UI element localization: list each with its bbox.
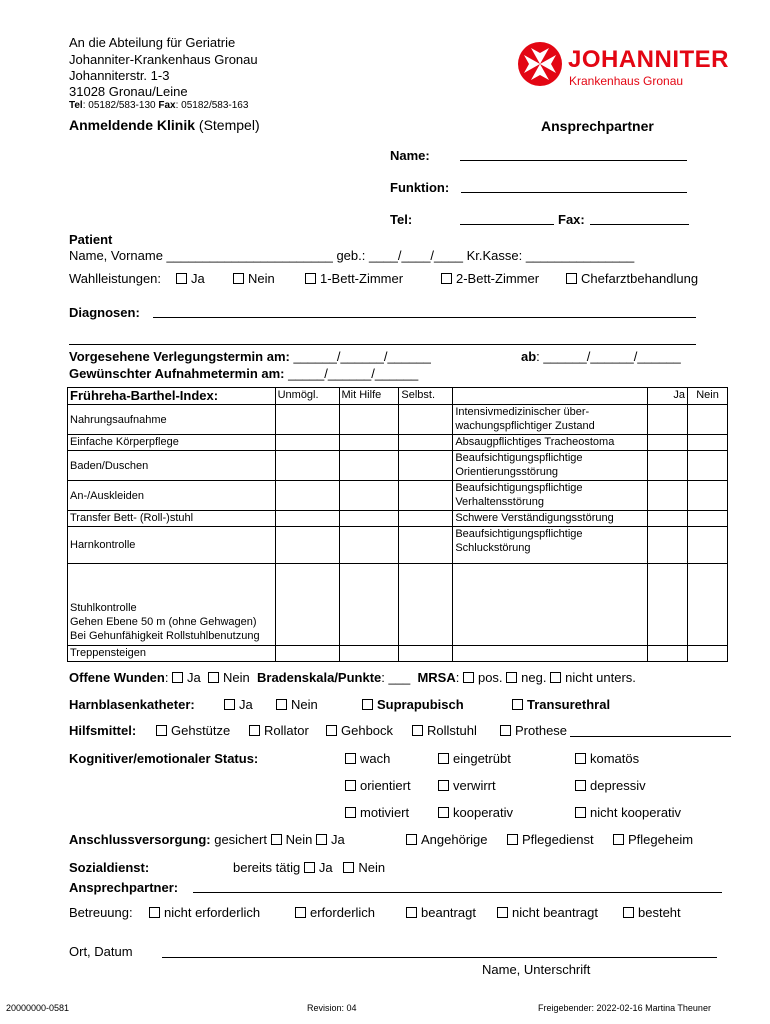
cell-hilfe[interactable] xyxy=(339,511,399,527)
checkbox-icon xyxy=(156,725,167,736)
contact-function-field[interactable] xyxy=(461,192,687,193)
cell-hilfe[interactable] xyxy=(339,564,399,646)
checkbox-icon xyxy=(550,672,561,683)
contact-name-field[interactable] xyxy=(460,160,687,161)
cell-selbst[interactable] xyxy=(399,435,453,451)
cell-nein[interactable] xyxy=(688,646,728,662)
cell-hilfe[interactable] xyxy=(339,405,399,435)
wunden-row: Offene Wunden: Ja Nein Bradenskala/Punkte: ___ MRSA: pos. neg. nicht unters. xyxy=(69,670,636,685)
hilfsmittel-item-label: Gehbock xyxy=(341,723,394,738)
contact-fax-field[interactable] xyxy=(590,224,689,225)
betreuung-item-label: beantragt xyxy=(421,905,476,920)
address-tel-fax xyxy=(69,100,248,111)
col-selbst: Selbst. xyxy=(399,388,453,405)
maltese-cross-icon xyxy=(517,41,563,87)
contact-tel-label: Tel: xyxy=(390,212,413,227)
cell-nein[interactable] xyxy=(688,481,728,511)
hilfsmittel-label: Hilfsmittel: xyxy=(69,723,137,738)
sozial-ansprech-field[interactable] xyxy=(193,892,722,893)
wahl-nein-checkbox[interactable] xyxy=(233,271,275,286)
logo-subtitle: Krankenhaus Gronau xyxy=(569,74,684,88)
address-line2: Johanniter-Krankenhaus Gronau xyxy=(69,52,258,67)
kognitiv-kooperativ[interactable] xyxy=(438,805,513,820)
cell-selbst[interactable] xyxy=(399,646,453,662)
cell-unmoegl[interactable] xyxy=(275,511,339,527)
cell-hilfe[interactable] xyxy=(339,481,399,511)
betreuung-erforderlich[interactable] xyxy=(295,905,375,920)
verlegung-ab xyxy=(521,349,681,364)
checkbox-icon xyxy=(345,807,356,818)
cell-hilfe[interactable] xyxy=(339,527,399,564)
checkbox-icon xyxy=(412,725,423,736)
barthel-title: Frühreha-Barthel-Index: xyxy=(68,388,276,405)
barthel-item: Treppensteigen xyxy=(68,646,276,662)
barthel-item: Gehen Ebene 50 m (ohne Gehwagen) xyxy=(70,616,257,628)
checkbox-icon xyxy=(295,907,306,918)
cell-selbst[interactable] xyxy=(399,564,453,646)
betreuung-besteht[interactable] xyxy=(623,905,681,920)
checkbox-icon xyxy=(345,780,356,791)
cell-unmoegl[interactable] xyxy=(275,435,339,451)
sozial-ansprech-label: Ansprechpartner: xyxy=(69,880,179,895)
checkbox-icon xyxy=(406,834,417,845)
barthel-item: Baden/Duschen xyxy=(68,451,276,481)
wahl-ja-label: Ja xyxy=(191,271,205,286)
betreuung-item-label: erforderlich xyxy=(310,905,376,920)
supra-checkbox[interactable] xyxy=(362,697,464,712)
barthel-item: Bei Gehunfähigkeit Rollstuhlbenutzung xyxy=(70,630,260,642)
kognitiv-item-label: orientiert xyxy=(360,778,411,793)
verlegung-row xyxy=(69,349,431,364)
cell-ja[interactable] xyxy=(648,511,688,527)
checkbox-icon xyxy=(575,807,586,818)
wunden-nein-label: Nein xyxy=(223,670,250,685)
barthel-item: Nahrungsaufnahme xyxy=(68,405,276,435)
cell-ja[interactable] xyxy=(648,405,688,435)
checkbox-icon xyxy=(305,273,316,284)
wunden-ja-label: Ja xyxy=(187,670,201,685)
trans-checkbox[interactable] xyxy=(512,697,610,712)
cell-ja[interactable] xyxy=(648,435,688,451)
checkbox-icon xyxy=(208,672,219,683)
contact-tel-field[interactable] xyxy=(460,224,554,225)
cell-unmoegl[interactable] xyxy=(275,481,339,511)
condition-item: Beaufsichtigungspflichtige Orientierungsstörung xyxy=(453,451,648,481)
checkbox-icon xyxy=(343,862,354,873)
cell-ja[interactable] xyxy=(648,451,688,481)
cell-ja[interactable] xyxy=(648,646,688,662)
betreuung-nicht-erforderlich[interactable] xyxy=(149,905,260,920)
table-header-row xyxy=(68,388,728,405)
hilfsmittel-item-label: Rollstuhl xyxy=(427,723,477,738)
johanniter-logo xyxy=(517,41,563,92)
anschluss-row xyxy=(69,832,345,847)
ort-datum-label: Ort, Datum xyxy=(69,944,133,959)
betreuung-item-label: nicht beantragt xyxy=(512,905,599,920)
kognitiv-item-label: eingetrübt xyxy=(453,751,511,766)
checkbox-icon xyxy=(406,907,417,918)
checkbox-icon xyxy=(345,753,356,764)
hilfsmittel-gehstuetze[interactable] xyxy=(156,723,230,738)
checkbox-icon xyxy=(497,907,508,918)
checkbox-icon xyxy=(512,699,523,710)
verlegung-label: Vorgesehene Verlegungstermin am: xyxy=(69,349,290,364)
braden-label: Bradenskala/Punkte xyxy=(257,670,382,685)
condition-item: Beaufsichtigungspflichtige Schluckstörung xyxy=(453,527,648,564)
betreuung-item-label: besteht xyxy=(638,905,681,920)
cell-nein[interactable] xyxy=(688,511,728,527)
cell-unmoegl[interactable] xyxy=(275,405,339,435)
table-row xyxy=(68,451,728,481)
kognitiv-label: Kognitiver/emotionaler Status: xyxy=(69,751,259,766)
barthel-item: Einfache Körperpflege xyxy=(68,435,276,451)
wahl-nein-label: Nein xyxy=(248,271,275,286)
anschluss-pflegeheim-checkbox[interactable] xyxy=(613,832,693,847)
condition-item: Schwere Verständigungsstörung xyxy=(453,511,648,527)
cell-unmoegl[interactable] xyxy=(275,451,339,481)
mrsa-neg-label: neg. xyxy=(521,670,547,685)
wahl-chefarzt-label: Chefarztbehandlung xyxy=(581,271,699,286)
hilfsmittel-prothese[interactable] xyxy=(500,723,567,738)
barthel-item: Stuhlkontrolle xyxy=(70,602,137,614)
trans-label: Transurethral xyxy=(527,697,611,712)
kognitiv-wach[interactable] xyxy=(345,751,390,766)
signature-name-label: Name, Unterschrift xyxy=(482,962,591,977)
tel-value: : 05182/583-130 xyxy=(82,100,156,111)
cell-selbst[interactable] xyxy=(399,451,453,481)
betreuung-item-label: nicht erforderlich xyxy=(164,905,261,920)
checkbox-icon xyxy=(575,753,586,764)
cell-selbst[interactable] xyxy=(399,481,453,511)
clinic-heading xyxy=(69,117,260,133)
cell-nein[interactable] xyxy=(688,527,728,564)
cell-selbst[interactable] xyxy=(399,511,453,527)
checkbox-icon xyxy=(506,672,517,683)
kognitiv-item-label: kooperativ xyxy=(453,805,513,820)
checkbox-icon xyxy=(326,725,337,736)
mrsa-label: MRSA xyxy=(417,670,456,685)
cell-ja[interactable] xyxy=(648,481,688,511)
cell-selbst[interactable] xyxy=(399,527,453,564)
barthel-items-group xyxy=(68,564,276,646)
table-row xyxy=(68,511,728,527)
kognitiv-nicht-kooperativ[interactable] xyxy=(575,805,681,820)
footer-freigabe: Freigebender: 2022-02-16 Martina Theuner xyxy=(538,1003,711,1013)
harnblase-nein-checkbox[interactable] xyxy=(276,697,318,712)
betreuung-beantragt[interactable] xyxy=(406,905,476,920)
contact-title: Ansprechpartner xyxy=(541,118,654,134)
wunden-nein-checkbox[interactable] xyxy=(208,670,250,685)
condition-empty xyxy=(453,646,648,662)
footer-revision: Revision: 04 xyxy=(307,1003,357,1013)
patient-name-line[interactable]: Name, Vorname _______________________ geb.: ____/____/____ Kr.Kasse: _______________ xyxy=(69,248,635,263)
betreuung-label: Betreuung: xyxy=(69,905,133,920)
col-condition xyxy=(453,388,648,405)
checkbox-icon xyxy=(463,672,474,683)
fax-value: : 05182/583-163 xyxy=(175,100,249,111)
address-line1: An die Abteilung für Geriatrie xyxy=(69,35,236,50)
hilfsmittel-item-label: Rollator xyxy=(264,723,309,738)
wunsch-label: Gewünschter Aufnahmetermin am: xyxy=(69,366,285,381)
ab-label: ab xyxy=(521,349,537,364)
cell-hilfe[interactable] xyxy=(339,435,399,451)
cell-nein[interactable] xyxy=(688,435,728,451)
table-row xyxy=(68,435,728,451)
diagnosen-field-2[interactable] xyxy=(69,344,696,345)
checkbox-icon xyxy=(500,725,511,736)
mrsa-pos-checkbox[interactable] xyxy=(463,670,503,685)
table-row-group xyxy=(68,564,728,646)
checkbox-icon xyxy=(271,834,282,845)
anschluss-label: Anschlussversorgung: xyxy=(69,832,211,847)
col-hilfe: Mit Hilfe xyxy=(339,388,399,405)
wunsch-date[interactable]: _____/______/______ xyxy=(288,366,419,381)
wunden-ja-checkbox[interactable] xyxy=(172,670,201,685)
harnblase-label: Harnblasenkatheter: xyxy=(69,697,195,712)
prothese-field[interactable] xyxy=(570,736,731,737)
ab-date[interactable]: : ______/______/______ xyxy=(536,349,681,364)
barthel-item: An-/Auskleiden xyxy=(68,481,276,511)
kognitiv-eingetruebt[interactable] xyxy=(438,751,511,766)
kognitiv-item-label: depressiv xyxy=(590,778,646,793)
anschluss-pflegedienst-label: Pflegedienst xyxy=(522,832,594,847)
cell-nein[interactable] xyxy=(688,451,728,481)
checkbox-icon xyxy=(438,780,449,791)
verlegung-date[interactable]: ______/______/______ xyxy=(293,349,431,364)
diagnosen-field-1[interactable] xyxy=(153,317,696,318)
checkbox-icon xyxy=(362,699,373,710)
anschluss-nein-checkbox[interactable] xyxy=(271,832,313,847)
kognitiv-item-label: nicht kooperativ xyxy=(590,805,682,820)
mrsa-nicht-label: nicht unters. xyxy=(565,670,636,685)
cell-ja[interactable] xyxy=(648,527,688,564)
wahl-2bett-label: 2-Bett-Zimmer xyxy=(456,271,540,286)
checkbox-icon xyxy=(304,862,315,873)
logo-brand: JOHANNITER xyxy=(568,46,730,73)
sozial-ja-checkbox[interactable] xyxy=(304,860,333,875)
mrsa-nicht-checkbox[interactable] xyxy=(550,670,636,685)
kognitiv-item-label: komatös xyxy=(590,751,640,766)
anschluss-nein-label: Nein xyxy=(285,832,313,847)
contact-name-label: Name: xyxy=(390,148,430,163)
cell-hilfe[interactable] xyxy=(339,451,399,481)
wunsch-row xyxy=(69,366,418,381)
kognitiv-item-label: motiviert xyxy=(360,805,410,820)
table-row xyxy=(68,646,728,662)
betreuung-nicht-beantragt[interactable] xyxy=(497,905,598,920)
barthel-table xyxy=(67,387,728,662)
checkbox-icon xyxy=(276,699,287,710)
checkbox-icon xyxy=(623,907,634,918)
anschluss-pflegedienst-checkbox[interactable] xyxy=(507,832,594,847)
footer-id: 20000000-0581 xyxy=(6,1003,70,1013)
cell-unmoegl[interactable] xyxy=(275,527,339,564)
cell-nein[interactable] xyxy=(688,405,728,435)
checkbox-icon xyxy=(575,780,586,791)
hilfsmittel-gehbock[interactable] xyxy=(326,723,393,738)
checkbox-icon xyxy=(249,725,260,736)
kognitiv-komatoes[interactable] xyxy=(575,751,639,766)
condition-empty xyxy=(453,564,648,646)
anschluss-pflegeheim-label: Pflegeheim xyxy=(628,832,694,847)
cell-unmoegl[interactable] xyxy=(275,646,339,662)
wahlleistungen-label: Wahlleistungen: xyxy=(69,271,162,286)
sozial-nein-label: Nein xyxy=(358,860,386,875)
barthel-item: Harnkontrolle xyxy=(68,527,276,564)
checkbox-icon xyxy=(149,907,160,918)
condition-item: Beaufsichtigungspflichtige Verhaltensstörung xyxy=(453,481,648,511)
sozial-row xyxy=(233,860,385,875)
checkbox-icon xyxy=(507,834,518,845)
checkbox-icon xyxy=(233,273,244,284)
checkbox-icon xyxy=(566,273,577,284)
sozial-taetig: bereits tätig xyxy=(233,860,301,875)
patient-title: Patient xyxy=(69,232,113,247)
anschluss-angehoerige-label: Angehörige xyxy=(421,832,488,847)
address-line3: Johanniterstr. 1-3 xyxy=(69,68,170,83)
table-row xyxy=(68,481,728,511)
wunden-label: Offene Wunden xyxy=(69,670,165,685)
kognitiv-motiviert[interactable] xyxy=(345,805,409,820)
mrsa-neg-checkbox[interactable] xyxy=(506,670,546,685)
harnblase-ja-label: Ja xyxy=(239,697,253,712)
anschluss-gesichert: gesichert xyxy=(214,832,267,847)
wahl-1bett-label: 1-Bett-Zimmer xyxy=(320,271,404,286)
checkbox-icon xyxy=(316,834,327,845)
checkbox-icon xyxy=(441,273,452,284)
address-line4: 31028 Gronau/Leine xyxy=(69,84,188,99)
hilfsmittel-rollator[interactable] xyxy=(249,723,309,738)
hilfsmittel-item-label: Prothese xyxy=(515,723,568,738)
anschluss-angehoerige-checkbox[interactable] xyxy=(406,832,488,847)
harnblase-nein-label: Nein xyxy=(291,697,318,712)
braden-field[interactable]: ___ xyxy=(388,670,411,685)
contact-function-label: Funktion: xyxy=(390,180,450,195)
cell-hilfe[interactable] xyxy=(339,646,399,662)
cell-nein[interactable] xyxy=(688,564,728,646)
table-row xyxy=(68,527,728,564)
kognitiv-orientiert[interactable] xyxy=(345,778,411,793)
barthel-item: Transfer Bett- (Roll-)stuhl xyxy=(68,511,276,527)
checkbox-icon xyxy=(176,273,187,284)
table-row xyxy=(68,405,728,435)
col-unmoegl: Unmögl. xyxy=(275,388,339,405)
contact-fax-label: Fax: xyxy=(558,212,585,227)
tel-label: Tel xyxy=(69,100,83,111)
wahl-1bett-checkbox[interactable] xyxy=(305,271,403,286)
wahl-ja-checkbox[interactable] xyxy=(176,271,205,286)
sozial-ja-label: Ja xyxy=(318,860,333,875)
kognitiv-depressiv[interactable] xyxy=(575,778,646,793)
checkbox-icon xyxy=(438,807,449,818)
sozial-nein-checkbox[interactable] xyxy=(343,860,385,875)
diagnosen-label: Diagnosen: xyxy=(69,305,140,320)
wahl-2bett-checkbox[interactable] xyxy=(441,271,539,286)
col-nein: Nein xyxy=(688,388,728,405)
sozial-label: Sozialdienst: xyxy=(69,860,150,875)
cell-unmoegl[interactable] xyxy=(275,564,339,646)
anschluss-ja-checkbox[interactable] xyxy=(316,832,345,847)
harnblase-ja-checkbox[interactable] xyxy=(224,697,253,712)
hilfsmittel-item-label: Gehstütze xyxy=(171,723,231,738)
hilfsmittel-rollstuhl[interactable] xyxy=(412,723,477,738)
checkbox-icon xyxy=(438,753,449,764)
checkbox-icon xyxy=(613,834,624,845)
kognitiv-verwirrt[interactable] xyxy=(438,778,496,793)
kognitiv-item-label: wach xyxy=(360,751,391,766)
checkbox-icon xyxy=(172,672,183,683)
anschluss-ja-label: Ja xyxy=(330,832,345,847)
checkbox-icon xyxy=(224,699,235,710)
signature-field[interactable] xyxy=(162,957,717,958)
condition-item: Absaugpflichtiges Tracheostoma xyxy=(453,435,648,451)
condition-item: Intensivmedizinischer über-wachungspflichtiger Zustand xyxy=(453,405,648,435)
col-ja: Ja xyxy=(648,388,688,405)
wahl-chefarzt-checkbox[interactable] xyxy=(566,271,698,286)
cell-ja[interactable] xyxy=(648,564,688,646)
kognitiv-item-label: verwirrt xyxy=(453,778,496,793)
fax-label: Fax xyxy=(158,100,176,111)
clinic-stamp: (Stempel) xyxy=(198,117,260,133)
supra-label: Suprapubisch xyxy=(377,697,464,712)
cell-selbst[interactable] xyxy=(399,405,453,435)
clinic-label: Anmeldende Klinik xyxy=(69,117,196,133)
mrsa-pos-label: pos. xyxy=(477,670,503,685)
